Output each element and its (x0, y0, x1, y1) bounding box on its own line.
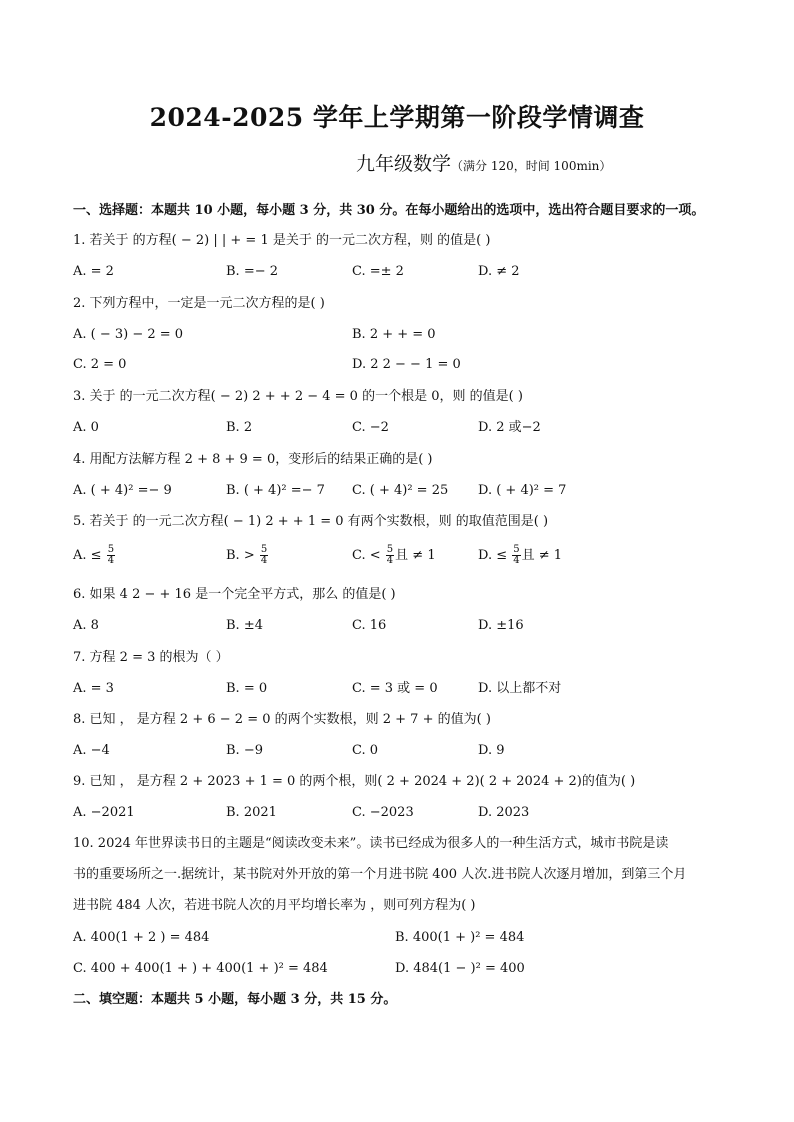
q4-option-c: C. ( + 4)² = 25 (352, 483, 449, 498)
section2-header: 二、填空题：本题共 5 小题，每小题 3 分，共 15 分。 (73, 992, 397, 1007)
q4-option-d: D. ( + 4)² = 7 (478, 483, 567, 498)
q3-option-c: C. −2 (352, 420, 389, 435)
question-10-stem-line-1: 10. 2024 年世界读书日的主题是“阅读改变未来”。读书已经成为很多人的一种生活方式，城市书院是读 (73, 836, 669, 851)
question-3-stem: 3. 关于 的一元二次方程( − 2) 2 + + 2 − 4 = 0 的一个根是 0，则 的值是( ) (73, 389, 523, 404)
q10-option-d: D. 484(1 − )² = 400 (395, 961, 525, 976)
question-1-stem: 1. 若关于 的方程( − 2) | | + = 1 是关于 的一元二次方程，则 的值是( ) (73, 233, 491, 248)
q7-option-a: A. = 3 (73, 681, 114, 696)
fraction-5-4 (107, 545, 115, 566)
q10-option-a: A. 400(1 + 2 ) = 484 (73, 930, 210, 945)
q5-option-c-suffix: 且 ≠ 1 (395, 548, 436, 563)
q2-option-b: B. 2 + + = 0 (352, 327, 436, 342)
q4-option-a: A. ( + 4)² =− 9 (73, 483, 172, 498)
q8-option-d: D. 9 (478, 743, 505, 758)
fraction-denominator: 4 (260, 555, 268, 566)
question-4-stem: 4. 用配方法解方程 2 + 8 + 9 = 0，变形后的结果正确的是( ) (73, 452, 433, 467)
q6-option-b: B. ±4 (226, 618, 263, 633)
question-10-stem-line-3: 进书院 484 人次，若进书院人次的月平均增长率为 ，则可列方程为( ) (73, 898, 476, 913)
q1-option-d: D. ≠ 2 (478, 264, 520, 279)
q6-option-c: C. 16 (352, 618, 387, 633)
q7-option-d: D. 以上都不对 (478, 681, 562, 696)
exam-title: 2024-2025 学年上学期第一阶段学情调查 (149, 103, 645, 132)
q3-option-d: D. 2 或−2 (478, 420, 541, 435)
q5-option-a (73, 545, 116, 566)
question-6-stem: 6. 如果 4 2 − + 16 是一个完全平方式，那么 的值是( ) (73, 587, 396, 602)
q7-option-b: B. = 0 (226, 681, 268, 696)
q9-option-a: A. −2021 (73, 805, 135, 820)
fraction-5-4 (512, 545, 520, 566)
q1-option-a: A. = 2 (73, 264, 114, 279)
q5-option-d (478, 545, 562, 566)
q9-option-c: C. −2023 (352, 805, 414, 820)
q3-option-a: A. 0 (73, 420, 99, 435)
q5-option-b (226, 545, 269, 566)
question-2-stem: 2. 下列方程中，一定是一元二次方程的是( ) (73, 296, 325, 311)
subtitle-main: 九年级数学 (356, 153, 452, 175)
q5-option-c-text: C. < (352, 548, 381, 563)
q1-option-c: C. =± 2 (352, 264, 404, 279)
q5-option-b-text: B. > (226, 548, 255, 563)
q9-option-d: D. 2023 (478, 805, 530, 820)
q2-option-c: C. 2 = 0 (73, 357, 127, 372)
fraction-denominator: 4 (107, 555, 115, 566)
question-5-stem: 5. 若关于 的一元二次方程( − 1) 2 + + 1 = 0 有两个实数根，则 的取值范围是( ) (73, 514, 549, 529)
question-8-stem: 8. 已知 ， 是方程 2 + 6 − 2 = 0 的两个实数根，则 2 + 7 + 的值为( ) (73, 712, 491, 727)
fraction-5-4 (260, 545, 268, 566)
q4-option-b: B. ( + 4)² =− 7 (226, 483, 325, 498)
q8-option-b: B. −9 (226, 743, 263, 758)
question-9-stem: 9. 已知 ， 是方程 2 + 2023 + 1 = 0 的两个根，则( 2 + 2024 + 2)( 2 + 2024 + 2)的值为( ) (73, 774, 636, 789)
q6-option-a: A. 8 (73, 618, 99, 633)
q5-option-a-text: A. ≤ (73, 548, 102, 563)
question-7-stem: 7. 方程 2 = 3 的根为（ ） (73, 650, 229, 665)
exam-subtitle (356, 149, 611, 176)
q6-option-d: D. ±16 (478, 618, 524, 633)
q10-option-c: C. 400 + 400(1 + ) + 400(1 + )² = 484 (73, 961, 328, 976)
q1-option-b: B. =− 2 (226, 264, 279, 279)
q10-option-b: B. 400(1 + )² = 484 (395, 930, 525, 945)
q5-option-c (352, 545, 436, 566)
q2-option-d: D. 2 2 − − 1 = 0 (352, 357, 461, 372)
q5-option-d-suffix: 且 ≠ 1 (521, 548, 563, 563)
fraction-numerator: 5 (513, 544, 520, 555)
q2-option-a: A. ( − 3) − 2 = 0 (73, 327, 184, 342)
fraction-denominator: 4 (513, 555, 520, 566)
fraction-denominator: 4 (386, 555, 394, 566)
fraction-5-4 (386, 545, 394, 566)
q3-option-b: B. 2 (226, 420, 253, 435)
q5-option-d-text: D. ≤ (478, 548, 508, 563)
question-10-stem-line-2: 书的重要场所之一.据统计，某书院对外开放的第一个月进书院 400 人次.进书院人次逐月增加，到第三个月 (73, 867, 687, 882)
subtitle-note: （满分 120，时间 100min） (451, 159, 612, 173)
fraction-numerator: 5 (260, 544, 268, 555)
fraction-numerator: 5 (386, 544, 394, 555)
q8-option-a: A. −4 (73, 743, 110, 758)
q7-option-c: C. = 3 或 = 0 (352, 681, 438, 696)
q8-option-c: C. 0 (352, 743, 379, 758)
section1-header: 一、选择题：本题共 10 小题，每小题 3 分，共 30 分。在每小题给出的选项中，选出符合题目要求的一项。 (73, 203, 705, 218)
q9-option-b: B. 2021 (226, 805, 277, 820)
fraction-numerator: 5 (107, 544, 115, 555)
